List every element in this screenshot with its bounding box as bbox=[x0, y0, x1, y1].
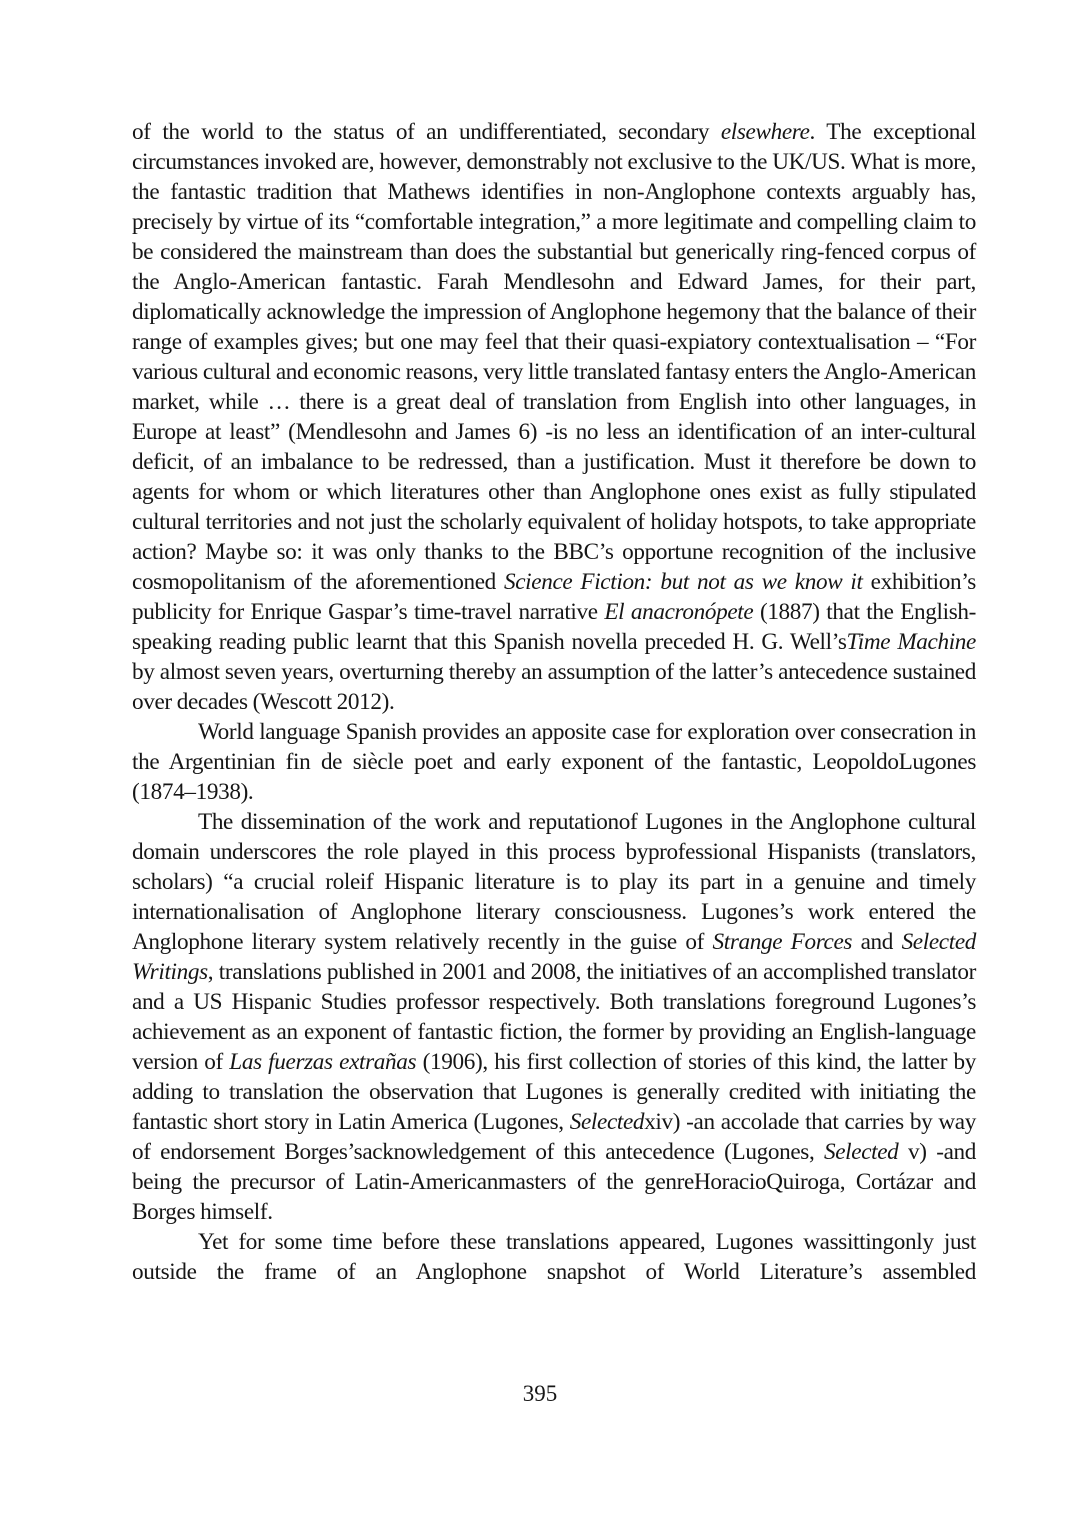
italic-title-strange-forces: Strange Forces bbox=[712, 929, 853, 955]
italic-citation-selected: Selected bbox=[823, 1139, 899, 1165]
page-number: 395 bbox=[522, 1381, 558, 1406]
text-run: of the world to the status of an undifferentiated, secondary bbox=[132, 119, 721, 145]
text-run: (1887) that the English-speaking reading public learnt that this Spanish novella preceded H. G. Well’s bbox=[132, 599, 976, 655]
text-run: exhibition’s publicity for Enrique Gaspar’s time-travel narrative bbox=[132, 569, 976, 625]
text-run: (1906), his first collection of stories of this kind, the latter by adding to translation the observation that Lugones is generally credited with initiating the fantastic short story in Latin America (Lugones, bbox=[132, 1049, 976, 1135]
italic-title-selected-writings: Selected Writings bbox=[132, 929, 977, 985]
text-run: The dissemination of the work and reputationof Lugones in the Anglophone cultural domain underscores the role played in this process byprofessional Hispanists (translators, scholars) “a crucial roleif Hispanic literature is to play its part in a genuine and timely internationalisation of Anglophone literary consciousness. Lugones’s work entered the Anglophone literary system relatively recently in the guise of bbox=[132, 809, 976, 955]
italic-citation-selected: Selected bbox=[569, 1109, 645, 1135]
text-run: and bbox=[852, 929, 902, 955]
paragraph-2 bbox=[132, 717, 976, 807]
italic-title-time-machine: Time Machine bbox=[846, 629, 976, 655]
text-run: . The exceptional circumstances invoked are, however, demonstrably not exclusive to the UK/US. What is more, the fantastic tradition that Mathews identifies in non-Anglophone contexts arguably has, precisely by virtue of its “comfortable integration,” a more legitimate and compelling claim to be considered the mainstream than does the substantial but generically ring-fenced corpus of the Anglo-American fantastic. Farah Mendlesohn and Edward James, for their part, diplomatically acknowledge the impression of Anglophone hegemony that the balance of their range of examples gives; but one may feel that their quasi-expiatory contextualisation – “For various cultural and economic reasons, very little translated fantasy enters the Anglo-American market, while … there is a great deal of translation from English into other languages, in Europe at least” (Mendlesohn and James 6) -is no less an identification of an inter-cultural deficit, of an imbalance to be redressed, than a justification. Must it therefore be down to agents for whom or which literatures other than Anglophone ones exist as fully stipulated cultural territories and not just the scholarly equivalent of holiday hotspots, to take appropriate action? Maybe so: it was only thanks to the BBC’s opportune recognition of the inclusive cosmopolitanism of the aforementioned bbox=[132, 119, 976, 595]
text-run: , translations published in 2001 and 2008, the initiatives of an accomplished translator and a US Hispanic Studies professor respectively. Both translations foreground Lugones’s achievement as an exponent of fantastic fiction, the former by providing an English-language version of bbox=[132, 959, 976, 1075]
paragraph-3 bbox=[132, 807, 976, 1227]
italic-title-el-anacronopete: El anacronópete bbox=[604, 599, 754, 625]
page-body bbox=[132, 117, 976, 1287]
paragraph-4 bbox=[132, 1227, 976, 1287]
italic-term-elsewhere: elsewhere bbox=[720, 119, 810, 145]
text-run: World language Spanish provides an apposite case for exploration over consecration in the Argentinian fin de siècle poet and early exponent of the fantastic, LeopoldoLugones (1874–1938). bbox=[132, 719, 976, 805]
text-run: xiv) -an accolade that carries by way of endorsement Borges’sacknowledgement of this antecedence (Lugones, bbox=[132, 1109, 976, 1165]
italic-title-exhibition: Science Fiction: but not as we know it bbox=[503, 569, 863, 595]
italic-title-las-fuerzas-extranas: Las fuerzas extrañas bbox=[229, 1049, 417, 1075]
text-run: v) -and being the precursor of Latin-Americanmasters of the genreHoracioQuiroga, Cortázar and Borges himself. bbox=[132, 1139, 976, 1225]
text-run: by almost seven years, overturning thereby an assumption of the latter’s antecedence sustained over decades (Wescott 2012). bbox=[132, 659, 976, 715]
paragraph-1 bbox=[132, 117, 976, 717]
text-run: Yet for some time before these translations appeared, Lugones wassittingonly just outside the frame of an Anglophone snapshot of World Literature’s assembled bbox=[132, 1229, 976, 1285]
